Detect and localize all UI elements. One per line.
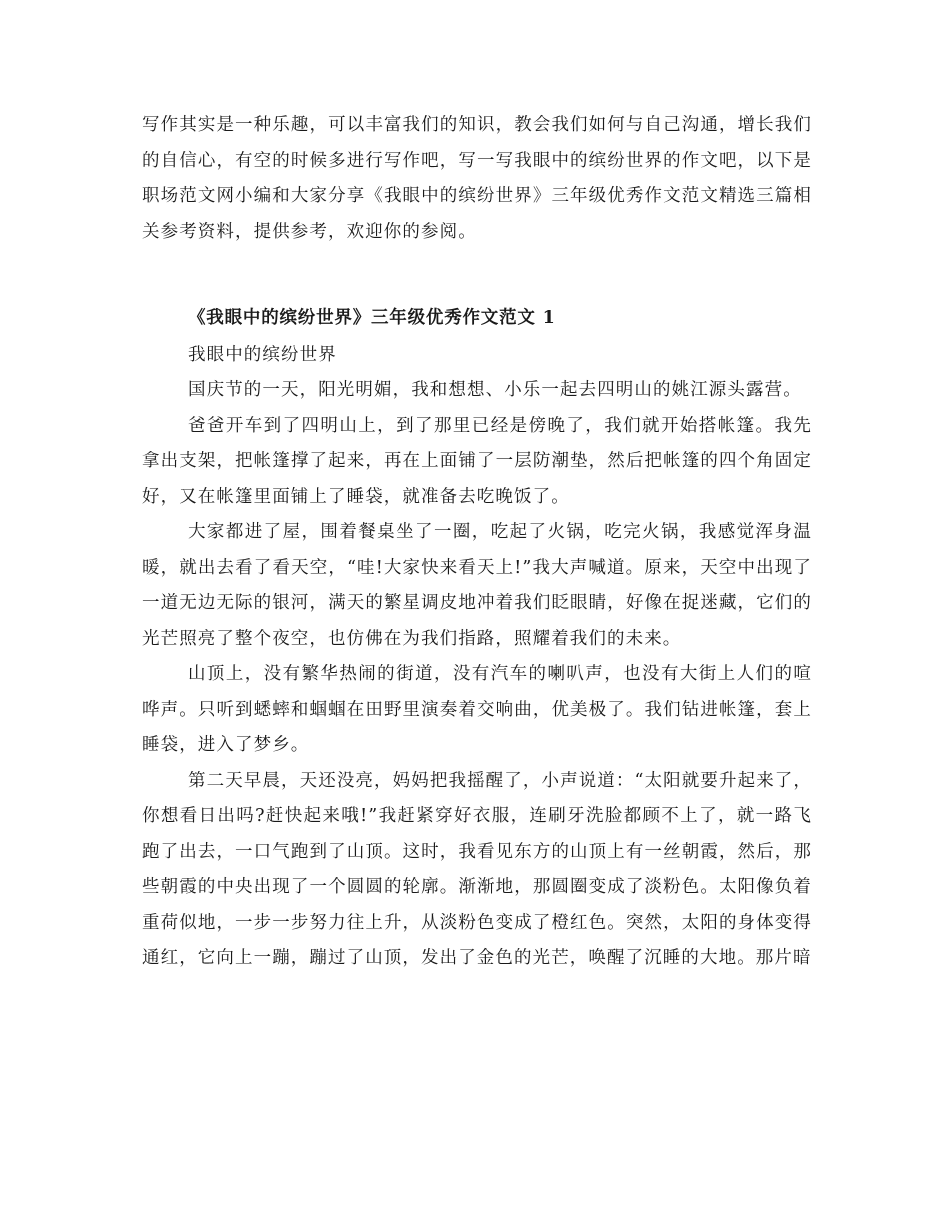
essay-paragraph-5: 第二天早晨，天还没亮，妈妈把我摇醒了，小声说道：“太阳就要升起来了，你想看日出吗?赶快起来哦!”我赶紧穿好衣服，连刷牙洗脸都顾不上了，就一路飞跑了出去，一口气跑到了山顶。这时，我看见东方的山顶上有一丝朝霞，然后，那些朝霞的中央出现了一个圆圆的轮廓。渐渐地，那圆圈变成了淡粉色。太阳像负着重荷似地，一步一步努力往上升，从淡粉色变成了橙红色。突然，太阳的身体变得通红，它向上一蹦，蹦过了山顶，发出了金色的光芒，唤醒了沉睡的大地。那片暗 bbox=[142, 770, 812, 968]
essay-paragraph-2: 爸爸开车到了四明山上，到了那里已经是傍晚了，我们就开始搭帐篷。我先拿出支架，把帐篷撑了起来，再在上面铺了一层防潮垫，然后把帐篷的四个角固定好，又在帐篷里面铺上了睡袋，就准备去吃晚饭了。 bbox=[142, 415, 812, 507]
intro-paragraph: 写作其实是一种乐趣，可以丰富我们的知识，教会我们如何与自己沟通，增长我们的自信心，有空的时候多进行写作吧，写一写我眼中的缤纷世界的作文吧，以下是职场范文网小编和大家分享《我眼中的缤纷世界》三年级优秀作文范文精选三篇相关参考资料，提供参考，欢迎你的参阅。 bbox=[142, 115, 812, 242]
essay-paragraph-3: 大家都进了屋，围着餐桌坐了一圈，吃起了火锅，吃完火锅，我感觉浑身温暖，就出去看了看天空，“哇!大家快来看天上!”我大声喊道。原来，天空中出现了一道无边无际的银河，满天的繁星调皮地冲着我们眨眼睛，好像在捉迷藏，它们的光芒照亮了整个夜空，也仿佛在为我们指路，照耀着我们的未来。 bbox=[142, 522, 812, 649]
essay-paragraph-1: 国庆节的一天，阳光明媚，我和想想、小乐一起去四明山的姚江源头露营。 bbox=[188, 380, 802, 400]
essay-title: 我眼中的缤纷世界 bbox=[188, 344, 337, 365]
section-heading: 《我眼中的缤纷世界》三年级优秀作文范文 1 bbox=[188, 308, 556, 328]
essay-paragraph-4: 山顶上，没有繁华热闹的街道，没有汽车的喇叭声，也没有大街上人们的喧哗声。只听到蟋蟀和蝈蝈在田野里演奏着交响曲，优美极了。我们钻进帐篷，套上睡袋，进入了梦乡。 bbox=[142, 664, 812, 755]
